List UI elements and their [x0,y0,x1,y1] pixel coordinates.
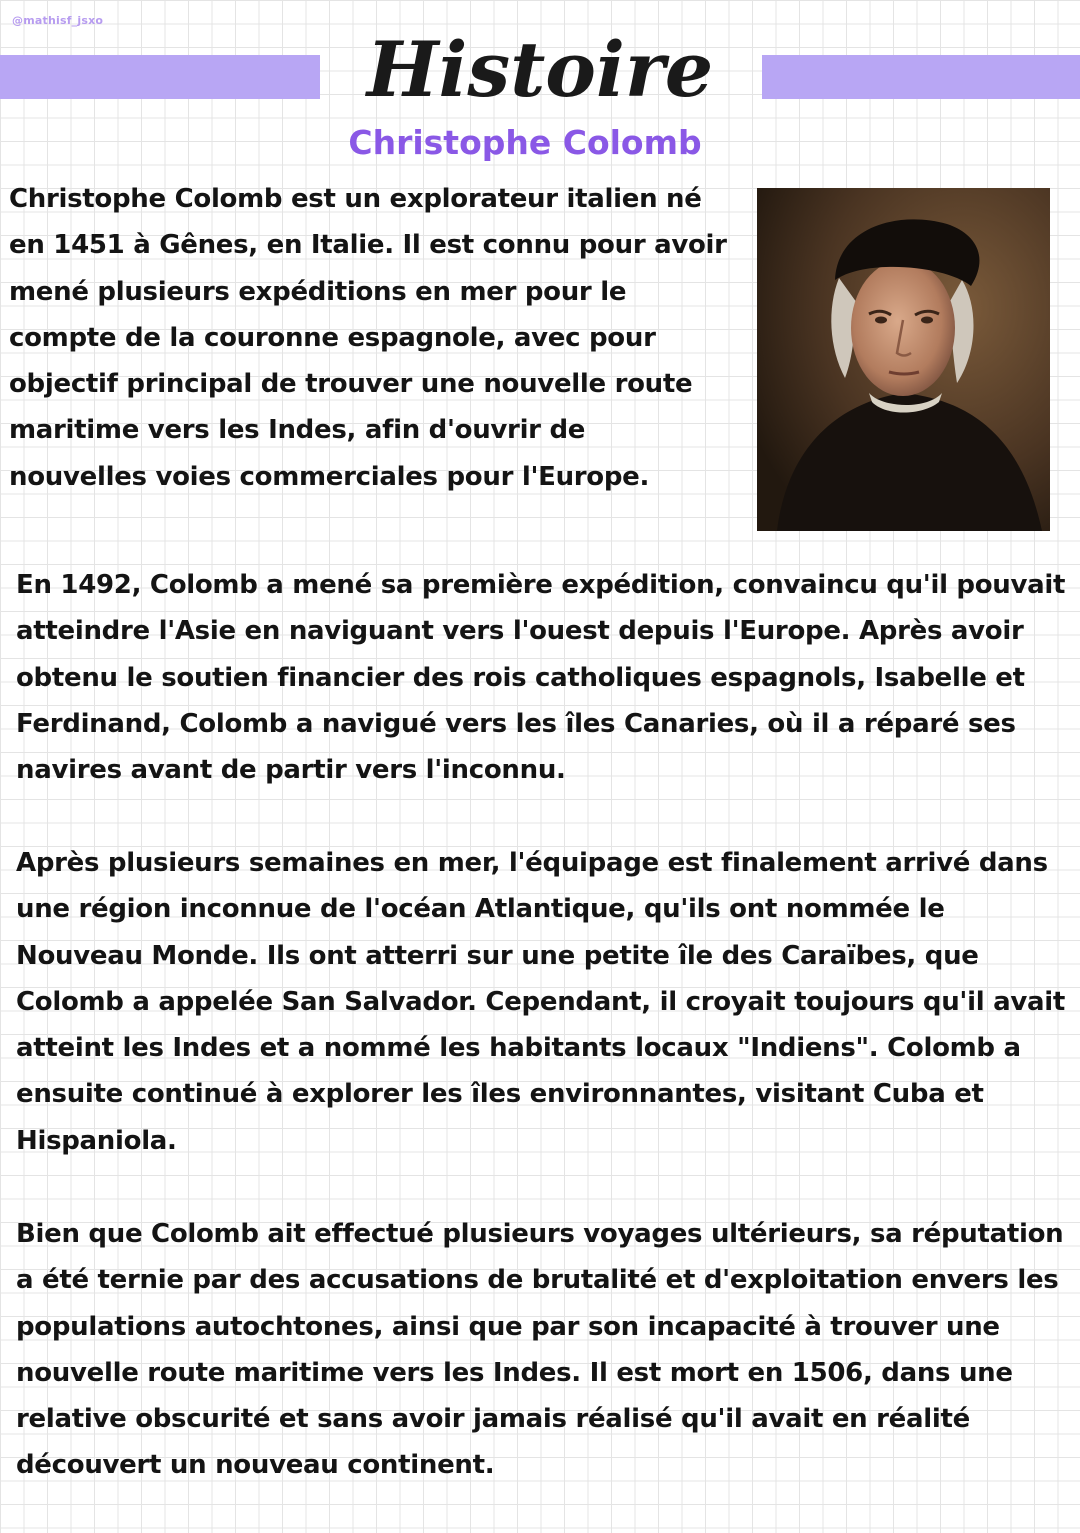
paragraph-new-world: Après plusieurs semaines en mer, l'équipage est finalement arrivé dans une région inconnue de l'océan Atlantique, qu'ils ont nommée le Nouveau Monde. Ils ont atterri sur une petite île des Caraïbes, que Colomb a appelée San Salvador. Cependant, il croyait toujours qu'il avait atteint les Indes et a nommé les habitants locaux "Indiens". Colomb a ensuite continué à explorer les îles environnantes, visitant Cuba et Hispaniola. [16,848,1065,1156]
paragraph-intro: Christophe Colomb est un explorateur italien né en 1451 à Gênes, en Italie. Il est connu pour avoir mené plusieurs expéditions en mer pour le compte de la couronne espagnole, avec pour objectif principal de trouver une nouvelle route maritime vers les Indes, afin d'ouvrir de nouvelles voies commerciales pour l'Europe. [9,184,727,492]
author-watermark: @mathisf_jsxo [12,14,104,27]
portrait-icon [757,188,1050,531]
portrait-image [757,188,1050,531]
paragraph-first-expedition: En 1492, Colomb a mené sa première expédition, convaincu qu'il pouvait atteindre l'Asie en naviguant vers l'ouest depuis l'Europe. Après avoir obtenu le soutien financier des rois catholiques espagnols, Isabelle et Ferdinand, Colomb a navigué vers les îles Canaries, où il a réparé ses navires avant de partir vers l'inconnu. [16,570,1066,786]
paragraph-legacy: Bien que Colomb ait effectué plusieurs voyages ultérieurs, sa réputation a été ternie par des accusations de brutalité et d'exploitation envers les populations autochtones, ainsi que par son incapacité à trouver une nouvelle route maritime vers les Indes. Il est mort en 1506, dans une relative obscurité et sans avoir jamais réalisé qu'il avait en réalité découvert un nouveau continent. [16,1219,1064,1481]
page-subtitle: Christophe Colomb [348,123,702,162]
page-title: Histoire [366,25,714,114]
